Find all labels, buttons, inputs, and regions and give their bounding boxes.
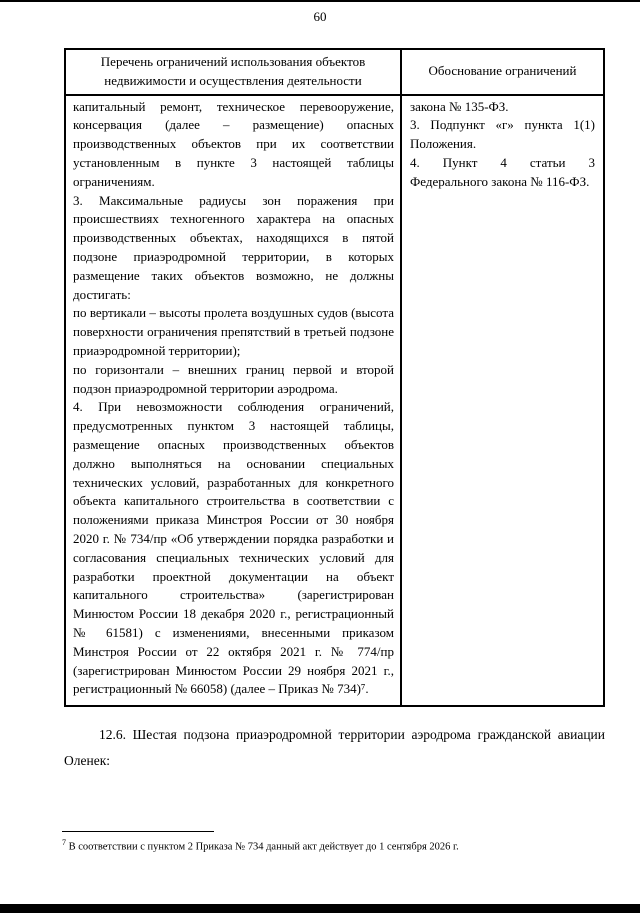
restrictions-table xyxy=(64,48,605,707)
footnote-text: В соответствии с пунктом 2 Приказа № 734 данный акт действует до 1 сентября 2026 г. xyxy=(68,841,459,853)
page-top-border xyxy=(0,0,640,2)
justification-paragraph: 4. Пункт 4 статьи 3 Федерального закона № 116-ФЗ. xyxy=(410,154,595,189)
page-bottom-border xyxy=(0,904,640,913)
table-header-row xyxy=(66,50,603,96)
footnote xyxy=(62,836,607,855)
page-number: 60 xyxy=(313,9,327,24)
justification-paragraph: закона № 135-ФЗ. xyxy=(410,98,509,114)
justification-paragraph: 3. Подпункт «г» пункта 1(1) Положения. xyxy=(410,117,595,152)
restrictions-paragraph: капитальный ремонт, техническое перевооружение, консервация (далее – размещение) опасных производственных объектов при их соответствии установленным в пункте 3 настоящей таблицы ограничениям. xyxy=(73,98,394,189)
restrictions-paragraph: по горизонтали – внешних границ первой и второй подзон приаэродромной территории аэродрома. xyxy=(73,361,394,396)
restrictions-paragraph: по вертикали – высоты пролета воздушных судов (высота поверхности ограничения препятствий в третьей подзоне приаэродромной территории); xyxy=(73,305,394,358)
restrictions-cell xyxy=(66,96,402,706)
section-12-6-paragraph: 12.6. Шестая подзона приаэродромной территории аэродрома гражданской авиации Оленек: xyxy=(64,727,605,768)
footnote-separator xyxy=(62,831,214,832)
table-header-justification: Обоснование ограничений xyxy=(428,63,577,79)
restrictions-paragraph: 3. Максимальные радиусы зон поражения при происшествиях техногенного характера на опасных производственных объектах, находящихся в пятой подзоне приаэродромной территории, в которых размещение таких объектов возможно, не должны достигать: xyxy=(73,192,394,302)
table-header-restrictions: Перечень ограничений использования объектов недвижимости и осуществления деятельности xyxy=(66,50,402,94)
table-body-row xyxy=(66,96,603,706)
footnote-marker: 7 xyxy=(62,838,66,847)
justification-cell xyxy=(402,96,603,706)
restrictions-paragraph: 4. При невозможности соблюдения ограничений, предусмотренных пунктом 3 настоящей таблицы, размещение опасных производственных объектов должно выполняться на основании специальных технических условий, разработанных для конкретного объекта капитального строительства в соответствии с положениями приказа Минстроя России от 30 ноября 2020 г. № 734/пр «Об утверждении порядка разработки и согласования специальных технических условий для разработки проектной документации на объект капитального строительства» (зарегистрирован Минюстом России 18 декабря 2020 г., регистрационный № 61581) с изменениями, внесенными приказом Минстроя России от 22 октября 2021 г. № 774/пр (зарегистрирован Минюстом России 29 ноября 2021 г., регистрационный № 66058) (далее – Приказ № 734)⁷. xyxy=(73,399,394,697)
